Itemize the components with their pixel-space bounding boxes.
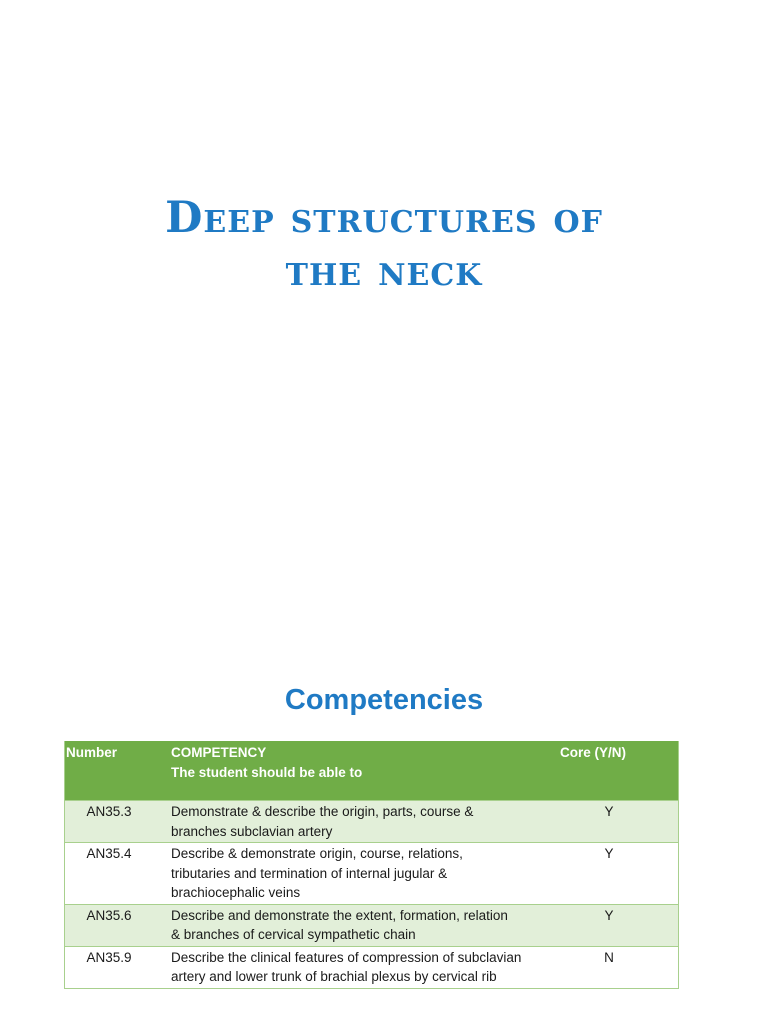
table-row	[65, 843, 679, 905]
table-row	[65, 946, 679, 988]
competency-table	[64, 741, 679, 989]
cell-competency: Describe and demonstrate the extent, formation, relation & branches of cervical sympathetic chain	[169, 904, 558, 946]
cell-core: Y	[558, 904, 679, 946]
slide-title-line-2: the neck	[285, 246, 483, 296]
header-number: Number	[65, 741, 170, 801]
cell-core: Y	[558, 843, 679, 905]
cell-core: Y	[558, 801, 679, 843]
slide-title	[0, 192, 768, 298]
cell-competency: Describe the clinical features of compression of subclavian artery and lower trunk of brachial plexus by cervical rib	[169, 946, 558, 988]
cell-number: AN35.3	[65, 801, 170, 843]
cell-competency: Describe & demonstrate origin, course, relations, tributaries and termination of internal jugular & brachiocephalic veins	[169, 843, 558, 905]
header-competency-subtitle: The student should be able to	[171, 764, 363, 780]
cell-competency: Demonstrate & describe the origin, parts, course & branches subclavian artery	[169, 801, 558, 843]
competencies-heading: Competencies	[284, 684, 484, 716]
table-row	[65, 904, 679, 946]
header-competency-title: COMPETENCY	[171, 745, 267, 760]
cell-core: N	[558, 946, 679, 988]
table-header-row	[65, 741, 679, 801]
table-row	[65, 801, 679, 843]
cell-number: AN35.4	[65, 843, 170, 905]
cell-number: AN35.9	[65, 946, 170, 988]
header-core: Core (Y/N)	[558, 741, 679, 801]
cell-number: AN35.6	[65, 904, 170, 946]
header-competency	[169, 741, 558, 801]
slide-title-line-1: Deep structures of	[165, 193, 603, 243]
